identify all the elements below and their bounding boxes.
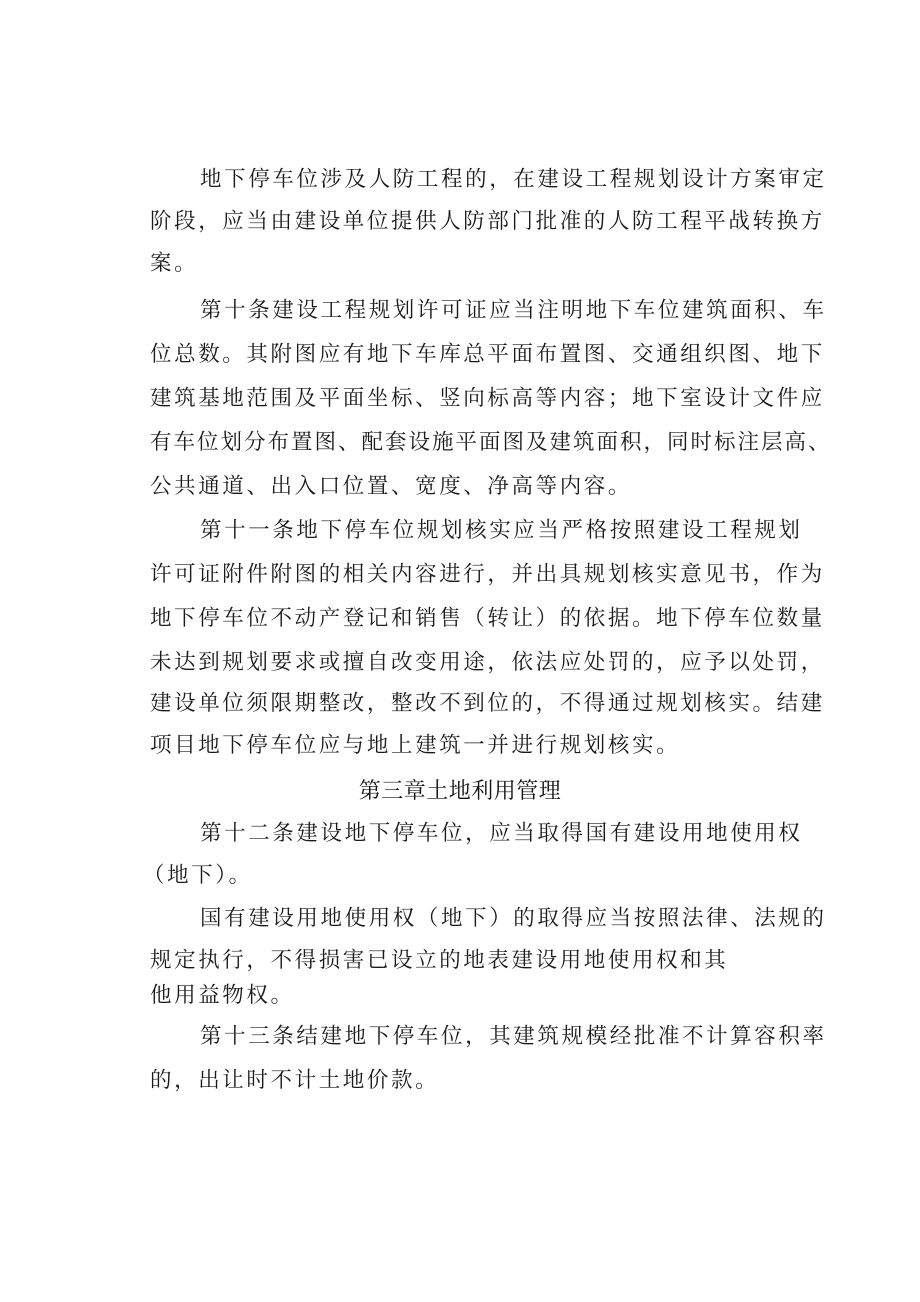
text-line: 建设单位须限期整改，整改不到位的，不得通过规划核实。结建 [150,691,825,716]
text-line: 有车位划分布置图、配套设施平面图及建筑面积，同时标注层高、 [150,430,832,455]
text-line: （地下）。 [143,863,253,888]
text-line: 的，出让时不计土地价款。 [150,1068,440,1093]
text-line: 公共通道、出入口位置、宽度、净高等内容。 [150,474,633,499]
text-line: 第十三条结建地下停车位，其建筑规模经批准不计算容积率 [200,1024,827,1049]
text-line: 地下停车位涉及人防工程的，在建设工程规划设计方案审定 [200,167,827,192]
chapter-heading: 第三章土地利用管理 [358,779,562,804]
text-line: 第十一条地下停车位规划核实应当严格按照建设工程规划 [200,518,803,543]
text-line: 案。 [150,251,199,276]
text-line: 规定执行，不得损害已设立的地表建设用地使用权和其 [150,948,729,973]
text-line: 建筑基地范围及平面坐标、竖向标高等内容；地下室设计文件应 [150,386,825,411]
text-line: 未达到规划要求或擅自改变用途，依法应处罚的，应予以处罚， [150,650,825,675]
text-line: 阶段，应当由建设单位提供人防部门批准的人防工程平战转换方 [150,209,825,234]
text-line: 第十二条建设地下停车位，应当取得国有建设用地使用权 [200,821,803,846]
text-line: 许可证附件附图的相关内容进行，并出具规划核实意见书，作为 [150,562,825,587]
text-line: 国有建设用地使用权（地下）的取得应当按照法律、法规的 [200,906,827,931]
text-line: 地下停车位不动产登记和销售（转让）的依据。地下停车位数量 [150,606,825,631]
text-line: 第十条建设工程规划许可证应当注明地下车位建筑面积、车 [200,298,827,323]
text-line: 位总数。其附图应有地下车库总平面布置图、交通组织图、地下 [150,342,825,367]
text-line: 项目地下停车位应与地上建筑一并进行规划核实。 [150,733,681,758]
text-line: 他用益物权。 [150,983,295,1008]
